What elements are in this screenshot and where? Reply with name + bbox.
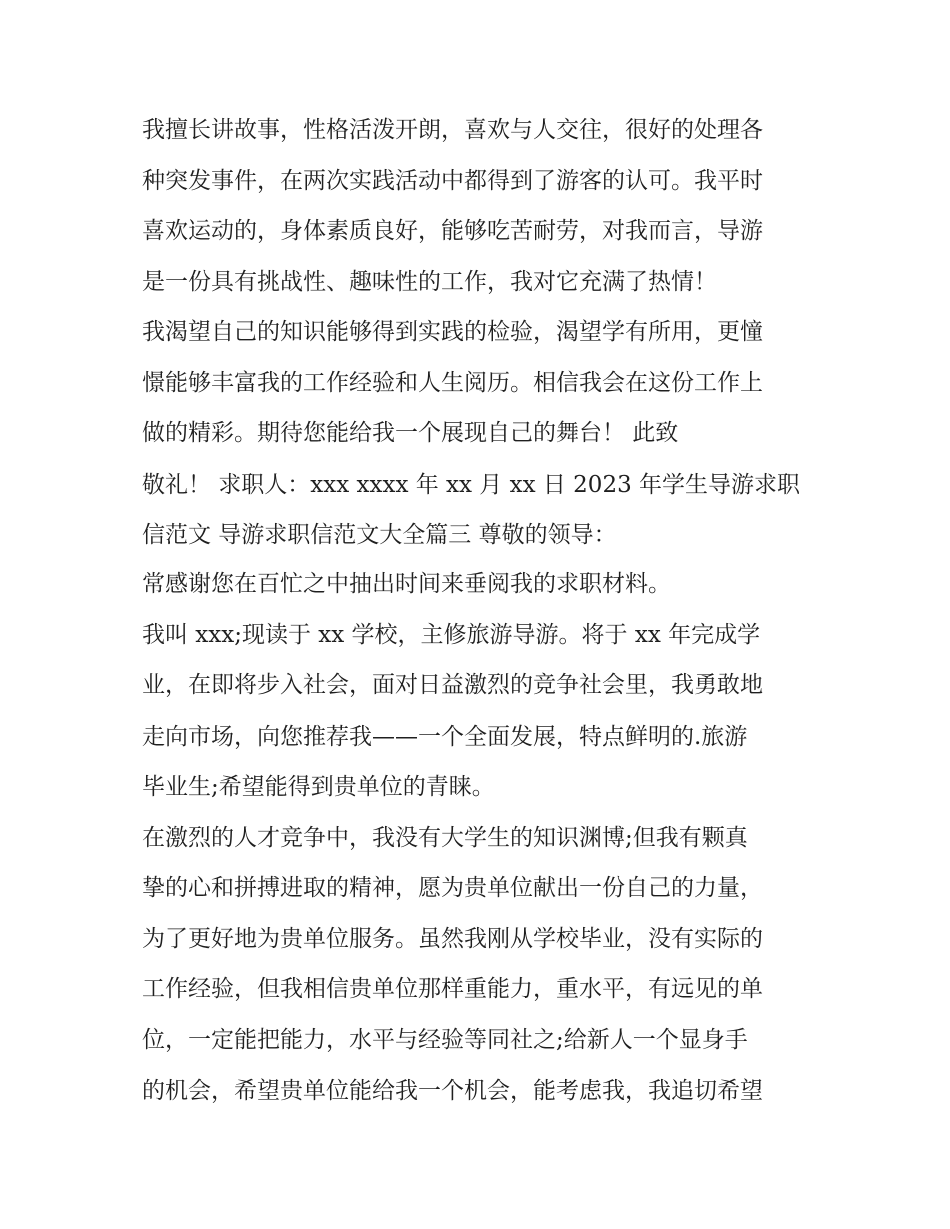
text-line: 敬礼！ 求职人：xxx xxxx 年 xx 月 xx 日 2023 年学生导游求职 (142, 472, 801, 498)
text-line: 我叫 xxx;现读于 xx 学校，主修旅游导游。将于 xx 年完成学 (142, 622, 761, 648)
text-line: 业，在即将步入社会，面对日益激烈的竞争社会里，我勇敢地 (142, 672, 763, 698)
text-line: 做的精彩。期待您能给我一个展现自己的舞台！ 此致 (142, 420, 679, 446)
text-line: 憬能够丰富我的工作经验和人生阅历。相信我会在这份工作上 (142, 370, 763, 396)
text-line: 在激烈的人才竞争中，我没有大学生的知识渊博;但我有颗真 (142, 825, 748, 851)
text-line: 工作经验，但我相信贵单位那样重能力，重水平，有远见的单 (142, 976, 763, 1002)
text-line: 信范文 导游求职信范文大全篇三 尊敬的领导： (142, 522, 617, 548)
text-line: 的机会，希望贵单位能给我一个机会，能考虑我，我追切希望 (142, 1078, 763, 1104)
text-line: 是一份具有挑战性、趣味性的工作，我对它充满了热情！ (142, 269, 717, 295)
text-line: 喜欢运动的，身体素质良好，能够吃苦耐劳，对我而言，导游 (142, 218, 763, 244)
text-line: 挚的心和拼搏进取的精神，愿为贵单位献出一份自己的力量， (142, 875, 763, 901)
text-line: 位，一定能把能力，水平与经验等同社之;给新人一个显身手 (142, 1027, 748, 1053)
text-line: 我擅长讲故事，性格活泼开朗，喜欢与人交往，很好的处理各 (142, 117, 763, 143)
text-line: 种突发事件，在两次实践活动中都得到了游客的认可。我平时 (142, 168, 763, 194)
text-line: 走向市场，向您推荐我——一个全面发展，特点鲜明的.旅游 (142, 724, 748, 750)
text-line: 我渴望自己的知识能够得到实践的检验，渴望学有所用，更憧 (142, 319, 763, 345)
text-line: 为了更好地为贵单位服务。虽然我刚从学校毕业，没有实际的 (142, 926, 763, 952)
text-line: 毕业生;希望能得到贵单位的青睐。 (142, 774, 495, 800)
text-line: 常感谢您在百忙之中抽出时间来垂阅我的求职材料。 (142, 571, 671, 597)
